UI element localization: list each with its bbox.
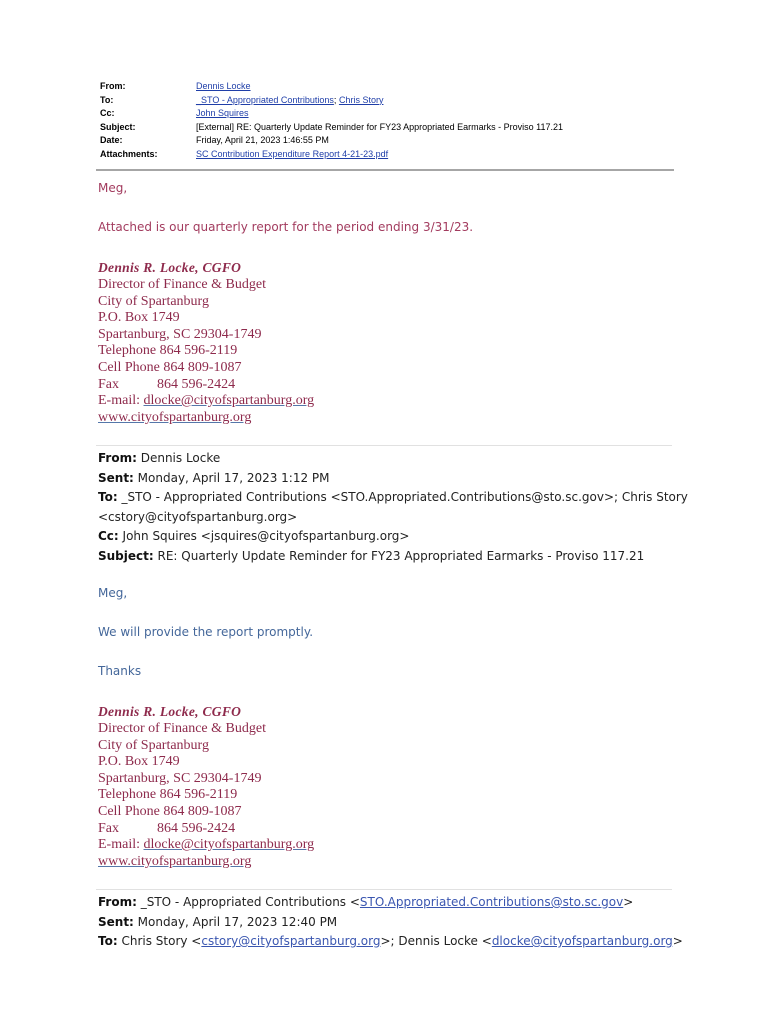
quoted1-subject	[98, 547, 688, 567]
message-body: Attached is our quarterly report for the period ending 3/31/23.	[98, 220, 474, 234]
header-attachments-row	[100, 148, 563, 162]
quoted2-to-suffix: >	[672, 934, 683, 948]
header-to-separator: ;	[333, 94, 339, 105]
quoted2-from-suffix: >	[623, 895, 634, 909]
quoted1-subject-value: RE: Quarterly Update Reminder for FY23 Appropriated Earmarks - Proviso 117.21	[153, 548, 645, 563]
signature-email-label: E-mail:	[98, 393, 144, 409]
signature-fax-label: Fax	[98, 376, 119, 392]
signature-fax	[98, 377, 314, 394]
quoted1-body: We will provide the report promptly.	[98, 625, 314, 639]
signature-city: Spartanburg, SC 29304-1749	[98, 326, 262, 342]
quoted2-to-mid: >; Dennis Locke <	[380, 934, 492, 948]
quoted2-sent-label: Sent:	[98, 914, 134, 929]
quoted1-sent-value: Monday, April 17, 2023 1:12 PM	[133, 470, 330, 485]
signature-cell-2: Cell Phone 864 809-1087	[98, 803, 242, 819]
signature-po-box-2: P.O. Box 1749	[98, 754, 180, 770]
quoted2-to-prefix: Chris Story <	[117, 934, 202, 948]
signature-title: Director of Finance & Budget	[98, 277, 266, 292]
email-header	[100, 80, 563, 162]
quoted2-sent-value: Monday, April 17, 2023 12:40 PM	[133, 914, 338, 929]
quoted1-sent	[98, 469, 688, 489]
quoted1-closing: Thanks	[98, 664, 142, 678]
signature-fax-2	[98, 821, 314, 838]
signature-city-2: Spartanburg, SC 29304-1749	[98, 770, 262, 786]
signature-org: City of Spartanburg	[98, 293, 209, 309]
quote-divider-1	[96, 445, 672, 446]
signature-name-2: Dennis R. Locke, CGFO	[98, 704, 242, 719]
quoted1-to-value: _STO - Appropriated Contributions <STO.Appropriated.Contributions@sto.sc.gov>; Chris Story	[117, 490, 688, 504]
quoted1-greeting: Meg,	[98, 586, 128, 600]
signature-website-link-2[interactable]: www.cityofspartanburg.org	[98, 853, 252, 869]
header-subject-label: Subject:	[100, 121, 136, 132]
signature-name: Dennis R. Locke, CGFO	[98, 260, 242, 275]
signature-email-link-2[interactable]: dlocke@cityofspartanburg.org	[143, 837, 315, 853]
signature-block-2	[98, 721, 314, 870]
quoted1-to-label: To:	[98, 490, 118, 504]
attachment-link[interactable]: SC Contribution Expenditure Report 4-21-23.pdf	[196, 148, 389, 159]
header-attachments-label: Attachments:	[100, 148, 158, 159]
signature-telephone: Telephone 864 596-2119	[98, 343, 238, 359]
quoted1-cc-label: Cc:	[98, 529, 119, 543]
quoted2-from	[98, 893, 683, 913]
message-greeting: Meg,	[98, 181, 128, 195]
signature-email-2	[98, 837, 314, 854]
signature-block	[98, 277, 314, 426]
header-from-link[interactable]: Dennis Locke	[196, 81, 251, 91]
quoted2-to	[98, 932, 683, 952]
header-divider	[96, 169, 674, 171]
quoted2-from-label: From:	[98, 895, 137, 909]
quoted1-to-continued: <cstory@cityofspartanburg.org>	[98, 509, 298, 524]
header-from-label: From:	[100, 81, 126, 91]
header-to-row	[100, 94, 563, 108]
signature-email	[98, 393, 314, 410]
signature-title-2: Director of Finance & Budget	[98, 721, 266, 736]
header-cc-label: Cc:	[100, 108, 115, 119]
quote-divider-2	[96, 889, 672, 890]
quoted1-cc	[98, 527, 688, 547]
quoted2-to-link-cstory[interactable]: cstory@cityofspartanburg.org	[201, 934, 381, 948]
signature-fax-number-2: 864 596-2424	[157, 820, 236, 836]
quoted-header-1	[98, 449, 688, 566]
signature-email-label-2: E-mail:	[98, 837, 144, 853]
header-date-label: Date:	[100, 135, 123, 146]
quoted1-from	[98, 449, 688, 469]
header-cc-row	[100, 107, 563, 121]
header-to-link-sto[interactable]: _STO - Appropriated Contributions	[196, 94, 334, 105]
quoted-header-2	[98, 893, 683, 952]
header-to-label: To:	[100, 94, 114, 105]
quoted1-from-label: From:	[98, 451, 137, 465]
signature-email-link[interactable]: dlocke@cityofspartanburg.org	[143, 393, 315, 409]
signature-fax-label-2: Fax	[98, 820, 119, 836]
quoted2-sent	[98, 913, 683, 933]
quoted2-from-link[interactable]: STO.Appropriated.Contributions@sto.sc.gov	[359, 895, 624, 909]
signature-org-2: City of Spartanburg	[98, 737, 209, 753]
header-to-link-chris[interactable]: Chris Story	[338, 94, 384, 105]
signature-fax-number: 864 596-2424	[157, 376, 236, 392]
header-subject-row	[100, 121, 563, 135]
header-subject-value: [External] RE: Quarterly Update Reminder for FY23 Appropriated Earmarks - Proviso 117.21	[196, 121, 563, 132]
quoted1-to	[98, 488, 688, 508]
signature-cell: Cell Phone 864 809-1087	[98, 359, 242, 375]
header-date-value: Friday, April 21, 2023 1:46:55 PM	[196, 135, 329, 146]
quoted1-cc-value: John Squires <jsquires@cityofspartanburg.org>	[118, 529, 410, 543]
header-date-row	[100, 134, 563, 148]
signature-telephone-2: Telephone 864 596-2119	[98, 787, 238, 803]
signature-website-link[interactable]: www.cityofspartanburg.org	[98, 409, 252, 425]
quoted2-to-link-dlocke[interactable]: dlocke@cityofspartanburg.org	[491, 934, 673, 948]
quoted1-from-value: Dennis Locke	[136, 451, 221, 465]
quoted1-subject-label: Subject:	[98, 548, 154, 563]
header-from-row	[100, 80, 563, 94]
signature-po-box: P.O. Box 1749	[98, 310, 180, 326]
quoted2-from-prefix: _STO - Appropriated Contributions <	[136, 895, 360, 909]
quoted1-sent-label: Sent:	[98, 470, 134, 485]
quoted2-to-label: To:	[98, 934, 118, 948]
header-cc-link[interactable]: John Squires	[196, 108, 249, 119]
